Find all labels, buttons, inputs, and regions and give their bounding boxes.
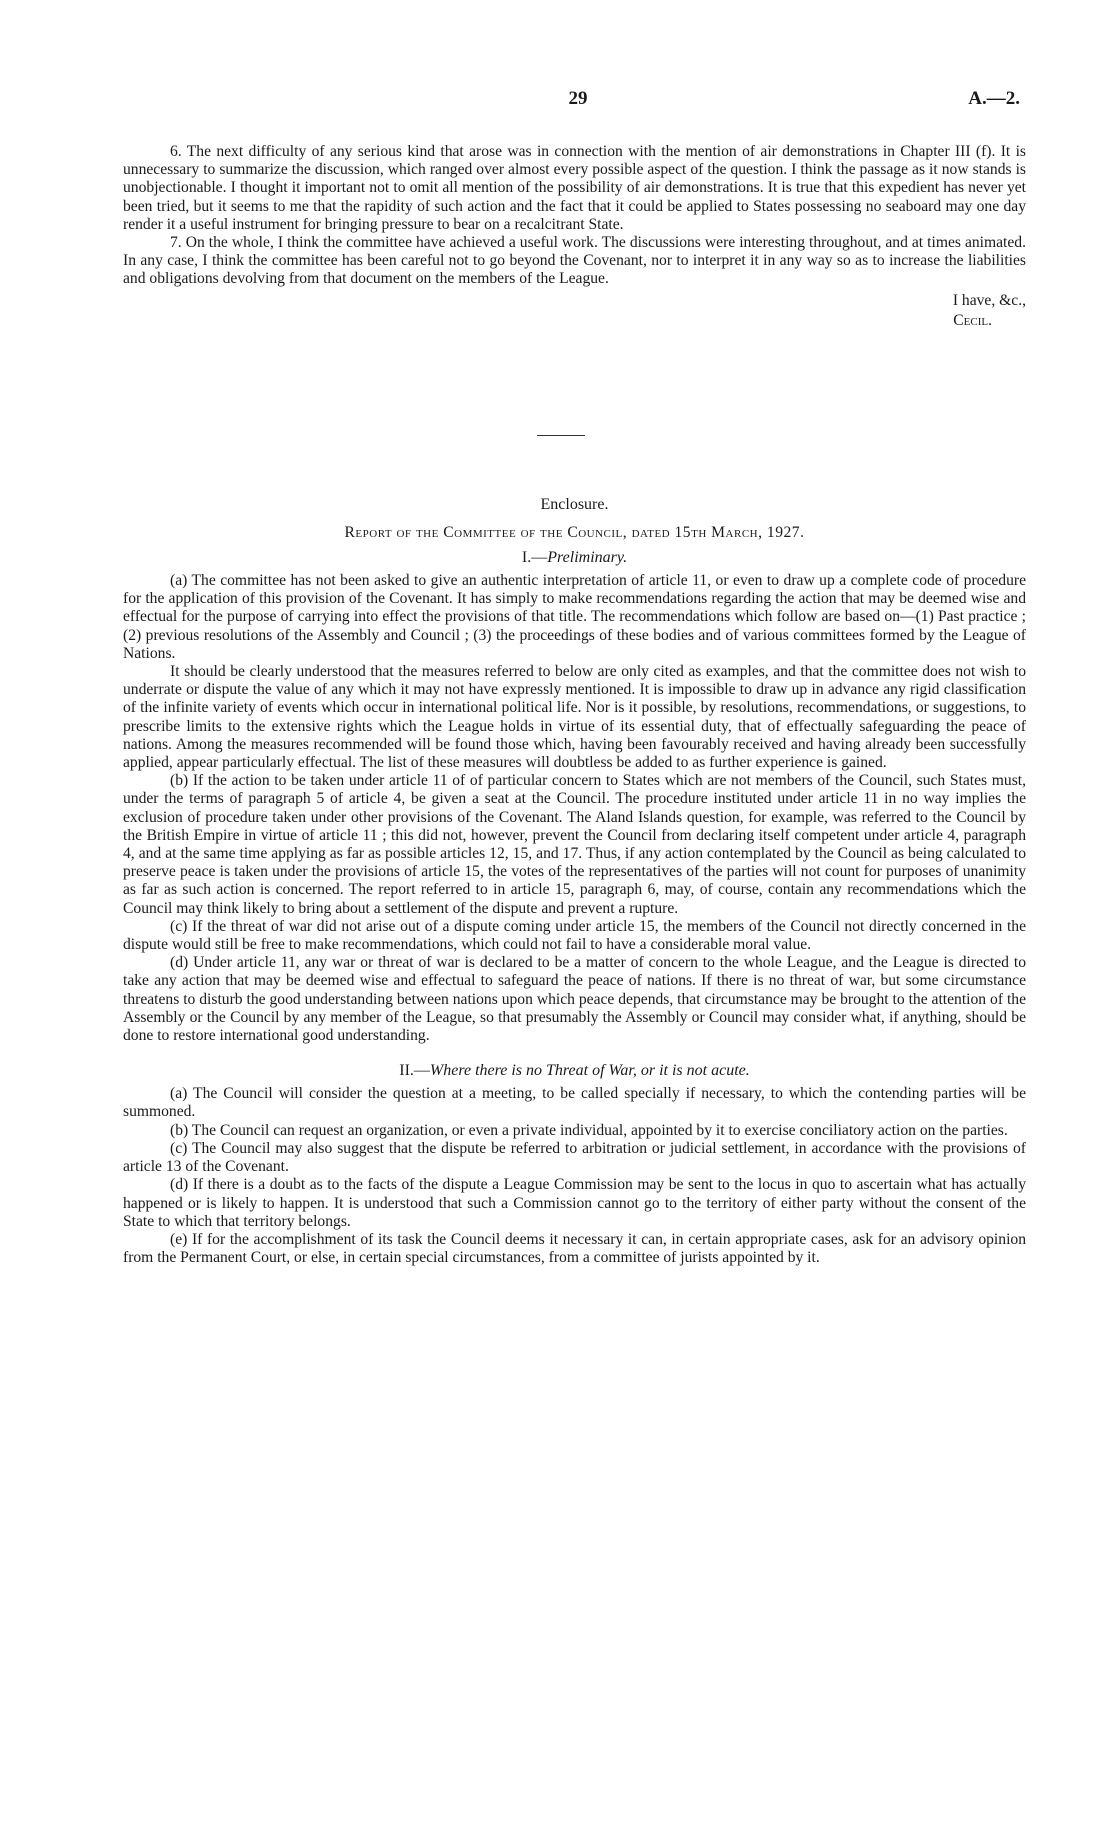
letter-paragraph: 7. On the whole, I think the committee have achieved a useful work. The discussions were interesting throughout, and at times animated. In any case, I think the committee has been careful not to go beyond the Covenant, nor to interpret it in any way so as to increase the liabilities and obligations devolving from that document on the members of the League. xyxy=(123,234,1026,288)
report-paragraph: (b) If the action to be taken under article 11 of of particular concern to States which are not members of the Council, such States must, under the terms of paragraph 5 of article 4, be given a seat at the Council. The procedure instituted under article 11 in no way implies the exclusion of procedure taken under other provisions of the Covenant. The Aland Islands question, for example, was referred to the Council by the British Empire in virtue of article 11 ; this did not, however, prevent the Council from declaring itself competent under article 4, paragraph 4, and at the same time applying as far as possible articles 12, 15, and 17. Thus, if any action contemplated by the Council as being calculated to preserve peace is taken under the provisions of article 15, the votes of the representatives of the parties will not count for purposes of unanimity as far as such action is concerned. The report referred to in article 15, paragraph 6, may, of course, contain any recommendations which the Council may think likely to bring about a settlement of the dispute and prevent a rupture. xyxy=(123,772,1026,917)
section-heading-preliminary xyxy=(123,548,1026,568)
letter-closing: I have, &c., xyxy=(952,291,1026,309)
report-paragraph: (d) Under article 11, any war or threat of war is declared to be a matter of concern to the whole League, and the League is directed to take any action that may be deemed wise and effectual to safeguard the peace of nations. If there is no threat of war, but some circumstance threatens to disturb the good understanding between nations upon which peace depends, that circumstance may be brought to the attention of the Assembly or the Council by any member of the League, so that presumably the Assembly or Council may consider what, if anything, should be done to restore international good understanding. xyxy=(123,954,1026,1045)
report-title: Report of the Committee of the Council, dated 15th March, 1927. xyxy=(344,524,805,541)
letter-paragraph: 6. The next difficulty of any serious kind that arose was in connection with the mention of air demonstrations in Chapter III (f). It is unnecessary to summarize the discussion, which ranged over almost every possible aspect of the question. I think the passage as it now stands is unobjectionable. I thought it important not to omit all mention of the possibility of air demonstrations. It is true that this expedient has never yet been tried, but it seems to me that the rapidity of such action and the fact that it could be applied to States possessing no seaboard may one day render it a useful instrument for bringing pressure to bear on a recalcitrant State. xyxy=(123,143,1026,233)
section-number: I.— xyxy=(521,549,548,566)
report-paragraph: (b) The Council can request an organization, or even a private individual, appointed by it to exercise conciliatory action on the parties. xyxy=(170,1121,1008,1139)
report-paragraph: (a) The committee has not been asked to give an authentic interpretation of article 11, or even to draw up a complete code of procedure for the application of this provision of the Covenant. It has simply to make recommendations regarding the action that may be deemed wise and effectual for the purpose of carrying into effect the provisions of that title. The recommendations which follow are based on—(1) Past practice ; (2) previous resolutions of the Assembly and Council ; (3) the proceedings of these bodies and of various committees formed by the League of Nations. xyxy=(123,572,1026,662)
enclosure xyxy=(123,495,1026,1267)
section-divider xyxy=(537,435,585,436)
page-number: 29 xyxy=(568,88,588,109)
section-title: Where there is no Threat of War, or it is not acute. xyxy=(429,1062,750,1080)
report-paragraph: It should be clearly understood that the measures referred to below are only cited as examples, and that the committee does not wish to underrate or dispute the value of any which it may not have expressly mentioned. It is impossible to draw up in advance any rigid classification of the infinite variety of events which occur in international political life. Nor is it possible, by resolutions, recommendations, or suggestions, to prescribe limits to the extensive rights which the League holds in virtue of its essential duty, that of effectually safeguarding the peace of nations. Among the measures recommended will be found those which, having been favourably received and having already been successfully applied, appear particularly effectual. The list of these measures will doubtless be added to as further experience is gained. xyxy=(123,663,1026,772)
section-body xyxy=(123,572,1026,1045)
section-body xyxy=(123,1085,1026,1267)
page-header xyxy=(0,88,1114,118)
letter-signature-block xyxy=(123,291,1026,331)
report-paragraph: (e) If for the accomplishment of its task the Council deems it necessary it can, in certain appropriate cases, ask for an advisory opinion from the Permanent Court, or else, in certain special circumstances, from a committee of jurists appointed by it. xyxy=(123,1230,1026,1267)
section-heading-no-threat xyxy=(123,1061,1026,1081)
report-paragraph: (d) If there is a doubt as to the facts of the dispute a League Commission may be sent to the locus in quo to ascertain what has actually happened or is likely to happen. It is understood that such a Commission cannot go to the territory of either party without the consent of the State to which that territory belongs. xyxy=(123,1176,1026,1230)
report-paragraph: (a) The Council will consider the question at a meeting, to be called specially if necessary, to which the contending parties will be summoned. xyxy=(123,1085,1026,1121)
letter-body xyxy=(123,143,1026,331)
report-paragraph: (c) The Council may also suggest that the dispute be referred to arbitration or judicial settlement, in accordance with the provisions of article 13 of the Covenant. xyxy=(123,1139,1026,1176)
section-title: Preliminary. xyxy=(547,549,628,566)
report-paragraph: (c) If the threat of war did not arise out of a dispute coming under article 15, the members of the Council not directly concerned in the dispute would still be free to make recommendations, which could not fail to have a considerable moral value. xyxy=(123,917,1026,954)
enclosure-label: Enclosure. xyxy=(540,496,609,513)
document-reference: A.—2. xyxy=(968,88,1020,109)
letter-signature: Cecil. xyxy=(953,311,992,329)
section-number: II.— xyxy=(399,1062,430,1080)
